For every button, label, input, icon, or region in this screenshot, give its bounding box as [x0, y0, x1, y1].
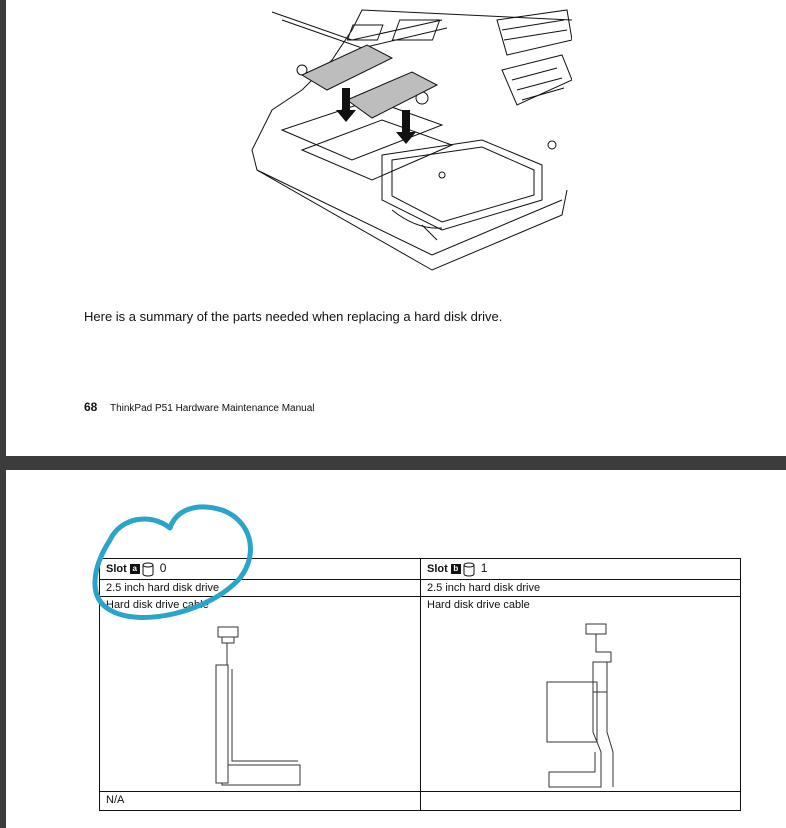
- slot-label: Slot: [427, 563, 448, 575]
- hard-disk-icon: [142, 562, 154, 577]
- slot-b-drive: 2.5 inch hard disk drive: [421, 579, 741, 596]
- manual-page-68: [6, 0, 786, 456]
- page-number: 68: [84, 400, 98, 414]
- table-row: [100, 596, 741, 791]
- summary-text: Here is a summary of the parts needed when replacing a hard disk drive.: [84, 309, 503, 324]
- slot-number: 1: [480, 561, 488, 575]
- slot-a-drive: 2.5 inch hard disk drive: [100, 579, 421, 596]
- bottom-right-cell: [421, 791, 741, 810]
- hdd-cable-illustration-b: [541, 622, 641, 792]
- table-row: [100, 791, 741, 810]
- hdd-cable-illustration-a: [210, 625, 310, 790]
- slot-number: 0: [159, 561, 167, 575]
- table-row: [100, 579, 741, 596]
- slot-b-cable-cell: [421, 596, 741, 791]
- slot-label: Slot: [106, 563, 127, 575]
- bottom-left-cell: N/A: [100, 791, 421, 810]
- table-row: [100, 559, 741, 580]
- slot-b-header: [421, 559, 741, 580]
- slot-a-header: [100, 559, 421, 580]
- slot-a-cable-cell: [100, 596, 421, 791]
- page-footer: [84, 400, 315, 414]
- laptop-bottom-illustration: [242, 0, 572, 282]
- ssd-card-2: [347, 72, 437, 118]
- slot-b-cable-label: Hard disk drive cable: [427, 598, 530, 611]
- parts-table: [99, 558, 741, 811]
- slot-badge: a: [130, 564, 140, 574]
- slot-a-cable-label: Hard disk drive cable: [106, 598, 209, 611]
- slot-badge: b: [451, 564, 461, 574]
- ssd-card-1: [302, 45, 392, 90]
- manual-page-69: [6, 470, 786, 828]
- hard-disk-icon: [463, 562, 475, 577]
- manual-title: ThinkPad P51 Hardware Maintenance Manual: [109, 403, 315, 414]
